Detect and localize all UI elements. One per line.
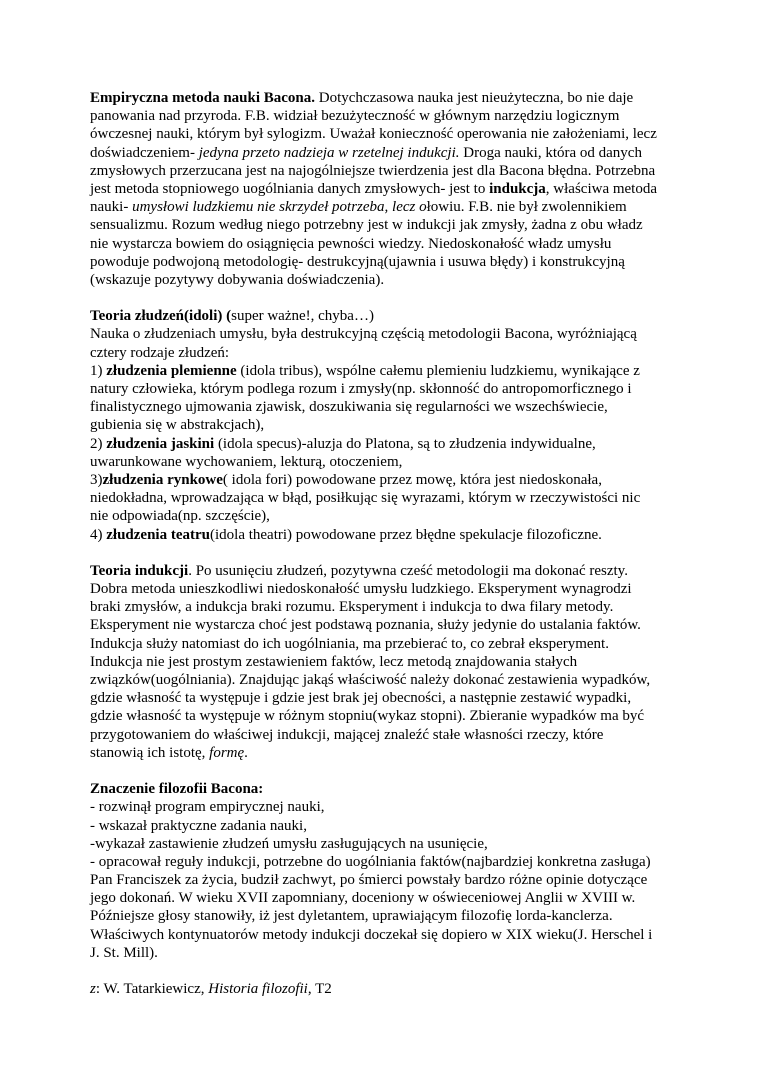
text-line <box>90 835 700 853</box>
text-run: 2) <box>90 435 107 452</box>
bold-text: Empiryczna metoda nauki Bacona. <box>90 90 316 106</box>
text-run: Właściwych kontynuatorów metody indukcji doczekał się dopiero w XIX wieku(J. Herschel i <box>90 926 653 943</box>
bold-text: złudzenia teatru <box>106 526 210 543</box>
text-line <box>90 471 700 489</box>
text-run: . <box>244 744 248 761</box>
text-run: . Po usunięciu złudzeń, pozytywna cześć metodologii ma dokonać reszty. <box>188 562 628 579</box>
text-line <box>90 125 700 143</box>
text-run: gdzie własność ta występuje i gdzie jest brak jej obecności, a następnie zestawić wypadki, <box>90 690 632 707</box>
bold-text: złudzenia rynkowe <box>102 471 223 488</box>
italic-text: z <box>90 981 96 998</box>
text-line <box>90 362 700 380</box>
text-line <box>90 162 700 180</box>
text-line <box>90 453 700 471</box>
bold-text: złudzenia plemienne <box>106 362 237 379</box>
text-run: uwarunkowane wychowaniem, lekturą, otoczeniem, <box>90 453 403 470</box>
text-line <box>90 344 700 362</box>
text-run: Eksperyment nie wystarcza choć jest podstawą poznania, służy jedynie do ustalania faktów. <box>90 617 641 634</box>
text-run: (wskazuje pozytywy dobywania doświadczenia). <box>90 271 385 288</box>
text-line <box>90 780 700 798</box>
text-run: 4) <box>90 526 107 543</box>
text-line <box>90 598 700 616</box>
text-run: Późniejsze głosy stanowiły, iż jest dyletantem, uprawiającym filozofię lorda-kanclerza. <box>90 908 613 925</box>
text-line <box>90 398 700 416</box>
text-run: ( idola fori) powodowane przez mowę, która jest niedoskonała, <box>222 471 602 488</box>
text-line <box>90 416 700 434</box>
text-line <box>90 707 700 725</box>
text-line <box>90 580 700 598</box>
blank-line <box>90 289 700 307</box>
bold-text: złudzenia jaskini <box>106 435 215 452</box>
blank-line <box>90 544 700 562</box>
text-line <box>90 507 700 525</box>
text-run: zmysłowych przerzucana jest na najogólniejsze twierdzenia jest dla Bacona błędna. Potrzebna <box>90 162 656 179</box>
text-run: nauki- <box>90 199 133 216</box>
text-run: - wskazał praktyczne zadania nauki, <box>90 817 307 834</box>
text-run: (idola specus)-aluzja do Platona, są to złudzenia indywidualne, <box>214 435 596 452</box>
text-run: cztery rodzaje złudzeń: <box>90 344 230 361</box>
text-line <box>90 562 700 580</box>
text-run: 3) <box>90 471 103 488</box>
text-run: (idola tribus), wspólne całemu plemieniu ludzkiemu, wynikające z <box>236 362 640 379</box>
text-line <box>90 271 700 289</box>
text-run: nie wystarcza bowiem do osiągnięcia pewności wiedzy. Niedoskonałość władz umysłu <box>90 235 612 252</box>
bold-text: Znaczenie filozofii Bacona: <box>90 781 264 798</box>
text-run: stanowią ich istotę, <box>90 744 210 761</box>
bold-text: Teoria indukcji <box>90 562 189 579</box>
text-line <box>90 107 700 125</box>
text-run: , właściwa metoda <box>545 180 658 197</box>
text-line <box>90 253 700 271</box>
italic-text: Historia filozofii <box>208 981 308 998</box>
text-run: jego dokonań. W wieku XVII zapomniany, doceniony w oświeceniowej Anglii w XVIII w. <box>90 890 636 907</box>
text-line <box>90 307 700 325</box>
blank-line <box>90 762 700 780</box>
text-line <box>90 871 700 889</box>
text-line <box>90 380 700 398</box>
text-run: Indukcja służy natomiast do ich uogólniania, ma przebierać to, co zebrał eksperyment. <box>90 635 609 652</box>
text-run: Nauka o złudzeniach umysłu, była destrukcyjną częścią metodologii Bacona, wyróżniającą <box>90 326 637 343</box>
text-run: -wykazał zastawienie złudzeń umysłu zasługujących na usunięcie, <box>90 835 488 852</box>
text-line <box>90 726 700 744</box>
italic-text: umysłowi ludzkiemu nie skrzydeł potrzeba, lecz o <box>132 199 427 216</box>
text-line <box>90 907 700 925</box>
text-line <box>90 89 700 107</box>
text-run: natury człowieka, którym podlega rozum i zmysły(np. skłonność do antropomorficznego i <box>90 381 632 397</box>
text-run: Droga nauki, która od danych <box>459 144 642 161</box>
text-run: nie odpowiada(np. szczęście), <box>90 508 270 525</box>
text-run: łowiu. F.B. nie był zwolennikiem <box>426 199 627 216</box>
text-line <box>90 616 700 634</box>
text-line <box>90 671 700 689</box>
text-run: jest metoda stopniowego uogólniania danych zmysłowych- jest to <box>90 180 490 197</box>
text-line <box>90 889 700 907</box>
text-run: - rozwinął program empirycznej nauki, <box>90 799 325 816</box>
text-run: gdzie własność ta występuje w różnym stopniu(wykaz stopni). Zbieranie wypadków ma być <box>90 708 645 725</box>
text-run: (idola theatri) powodowane przez błędne spekulacje filozoficzne. <box>209 526 602 543</box>
text-line <box>90 216 700 234</box>
text-run: - opracował reguły indukcji, potrzebne do uogólniania faktów(najbardziej konkretna zasługa) <box>90 853 651 870</box>
text-run: finalistycznego ujmowania zjawisk, doszukiwania się regularności we wszechświecie, <box>90 399 608 416</box>
italic-text: jedyna przeto nadzieja w rzetelnej indukcji. <box>198 144 460 161</box>
text-line <box>90 435 700 453</box>
text-run: , T2 <box>307 981 332 998</box>
text-line <box>90 798 700 816</box>
text-run: super ważne!, chyba…) <box>231 308 374 325</box>
blank-line <box>90 962 700 980</box>
text-run: 1) <box>90 362 107 379</box>
italic-text: formę <box>209 744 245 761</box>
text-line <box>90 944 700 962</box>
text-line <box>90 635 700 653</box>
text-run: Dotychczasowa nauka jest nieużyteczna, bo nie daje <box>315 90 634 106</box>
text-line <box>90 489 700 507</box>
text-line <box>90 744 700 762</box>
text-run: związków(uogólniania). Znajdując jakąś właściwość należy dokonać zestawienia wypadków, <box>90 672 651 688</box>
text-run: gubienia się w abstrakcjach), <box>90 417 265 434</box>
text-run: przygotowaniem do właściwej indukcji, mającej znaleźć stałe własności rzeczy, które <box>90 726 604 743</box>
bold-text: Teoria złudzeń(idoli) ( <box>90 308 232 325</box>
text-run: doświadczeniem- <box>90 144 199 161</box>
bold-text: indukcja <box>489 180 546 197</box>
text-line <box>90 817 700 835</box>
text-line <box>90 144 700 162</box>
text-run: Dobra metoda unieszkodliwi niedoskonałość umysłu ludzkiego. Eksperyment wynagrodzi <box>90 581 632 598</box>
text-line <box>90 198 700 216</box>
text-line <box>90 653 700 671</box>
text-line <box>90 926 700 944</box>
text-line <box>90 853 700 871</box>
text-run: Pan Franciszek za życia, budził zachwyt, po śmierci powstały bardzo różne opinie dotyczące <box>90 872 648 889</box>
text-line <box>90 689 700 707</box>
text-line <box>90 980 700 998</box>
text-run: sensualizmu. Rozum według niego potrzebny jest w indukcji jak zmysły, żadna z obu władz <box>90 217 643 234</box>
text-run: Indukcja nie jest prostym zestawieniem faktów, lecz metodą znajdowania stałych <box>90 653 578 670</box>
text-run: ówczesnej nauki, którym był sylogizm. Uważał konieczność operowania nie założeniami, lecz <box>90 126 657 143</box>
text-run: braki zmysłów, a indukcja braki rozumu. Eksperyment i indukcja to dwa filary metody. <box>90 599 614 616</box>
text-line <box>90 235 700 253</box>
text-run: : W. Tatarkiewicz, <box>95 981 209 998</box>
text-run: J. St. Mill). <box>90 944 158 961</box>
text-run: panowania nad przyroda. F.B. widział bezużyteczność w głównym narzędziu logicznym <box>90 108 620 125</box>
text-line <box>90 325 700 343</box>
text-run: powoduje podwojoną metodologię- destrukcyjną(ujawnia i usuwa błędy) i konstrukcyjną <box>90 253 625 270</box>
text-line <box>90 180 700 198</box>
text-run: niedokładna, wprowadzająca w błąd, posiłkując się wyrazami, którym w rzeczywistości nic <box>90 490 641 507</box>
text-line <box>90 526 700 544</box>
document-body <box>90 89 700 998</box>
